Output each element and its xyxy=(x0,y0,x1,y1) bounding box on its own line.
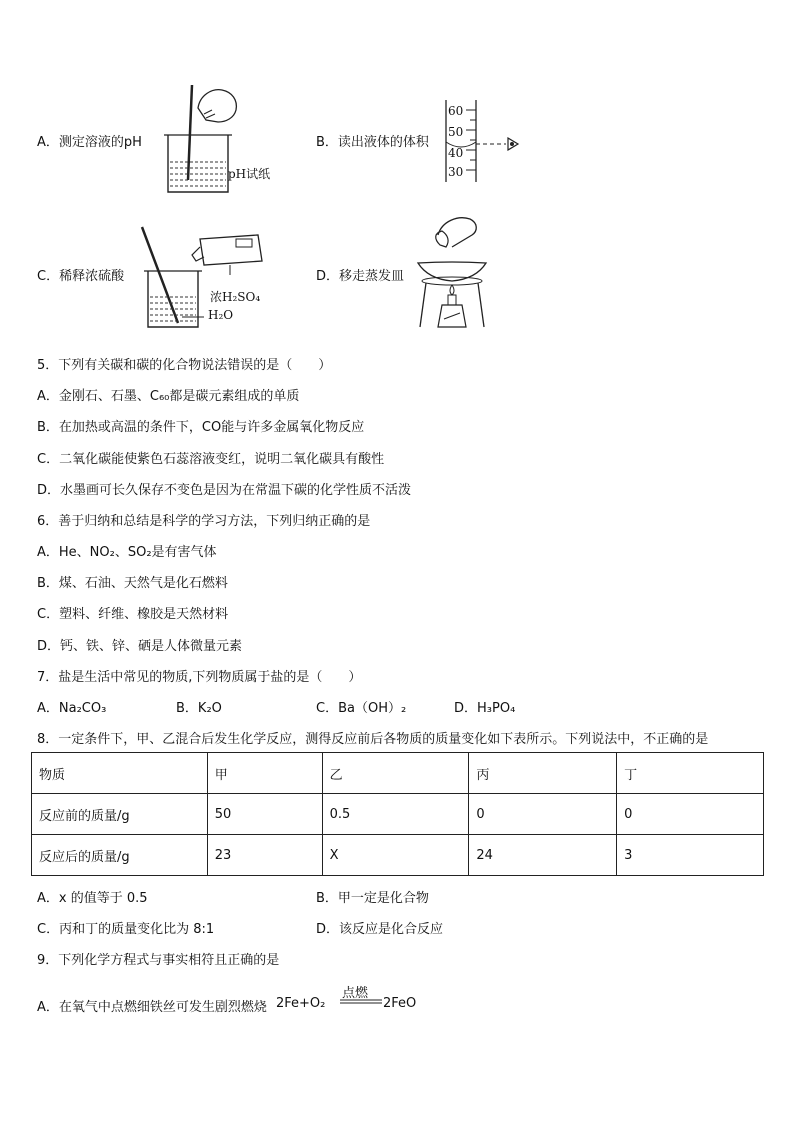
q4-option-d: D．移走蒸发皿 xyxy=(316,269,405,284)
q6-option-c: C．塑料、纤维、橡胶是天然材料 xyxy=(37,607,229,622)
q8-stem: 8．一定条件下，甲、乙混合后发生化学反应，测得反应前后各物质的质量变化如下表所示。下列说法中，不正确的是 xyxy=(37,732,709,747)
tick-40: 40 xyxy=(448,146,464,160)
tick-30: 30 xyxy=(448,165,464,179)
q9-stem: 9．下列化学方程式与事实相符且正确的是 xyxy=(37,953,280,968)
q4-option-b: B．读出液体的体积 xyxy=(316,135,429,150)
table-cell: 0 xyxy=(617,794,764,835)
q8-mass-table xyxy=(31,752,764,876)
figure-ph-test xyxy=(160,80,280,200)
q8-option-a: A．x 的值等于 0.5 xyxy=(37,891,148,906)
q6-stem: 6．善于归纳和总结是科学的学习方法，下列归纳正确的是 xyxy=(37,514,371,529)
q8-option-b: B．甲一定是化合物 xyxy=(316,891,429,906)
table-row xyxy=(32,835,764,876)
q8-option-d: D．该反应是化合反应 xyxy=(316,922,444,937)
table-row xyxy=(32,794,764,835)
table-cell: 乙 xyxy=(322,753,469,794)
table-cell: 3 xyxy=(617,835,764,876)
tick-60: 60 xyxy=(448,104,464,118)
q5-stem: 5．下列有关碳和碳的化合物说法错误的是（ ） xyxy=(37,358,332,373)
q9-equation-right: 2FeO xyxy=(383,996,417,1011)
conc-acid-label: 浓H₂SO₄ xyxy=(210,290,261,304)
table-cell: 50 xyxy=(207,794,322,835)
table-cell: 24 xyxy=(469,835,617,876)
q5-option-d: D．水墨画可长久保存不变色是因为在常温下碳的化学性质不活泼 xyxy=(37,483,412,498)
q7-stem: 7．盐是生活中常见的物质,下列物质属于盐的是（ ） xyxy=(37,670,362,685)
table-cell: 丙 xyxy=(469,753,617,794)
q6-option-d: D．钙、铁、锌、硒是人体微量元素 xyxy=(37,639,243,654)
q6-option-a: A．He、NO₂、SO₂是有害气体 xyxy=(37,545,217,560)
q8-option-c: C．丙和丁的质量变化比为 8:1 xyxy=(37,922,215,937)
ph-paper-label: pH试纸 xyxy=(228,167,271,181)
q7-option-d: D．H₃PO₄ xyxy=(454,701,516,716)
q6-option-b: B．煤、石油、天然气是化石燃料 xyxy=(37,576,228,591)
table-cell: 甲 xyxy=(207,753,322,794)
table-cell: 0.5 xyxy=(322,794,469,835)
q5-option-b: B．在加热或高温的条件下，CO能与许多金属氧化物反应 xyxy=(37,420,365,435)
tick-50: 50 xyxy=(448,125,464,139)
table-cell: 23 xyxy=(207,835,322,876)
table-cell: 0 xyxy=(469,794,617,835)
table-row xyxy=(32,753,764,794)
reaction-arrow-line xyxy=(340,999,382,1005)
q5-option-c: C．二氧化碳能使紫色石蕊溶液变红，说明二氧化碳具有酸性 xyxy=(37,452,385,467)
table-cell: 反应后的质量/g xyxy=(32,835,208,876)
table-cell: 丁 xyxy=(617,753,764,794)
table-cell: 反应前的质量/g xyxy=(32,794,208,835)
table-cell: X xyxy=(322,835,469,876)
table-cell: 物质 xyxy=(32,753,208,794)
q9-option-a-text: A．在氧气中点燃细铁丝可发生剧烈燃烧 xyxy=(37,1000,267,1015)
figure-evaporating-dish xyxy=(412,215,502,335)
q7-option-b: B．K₂O xyxy=(176,701,222,716)
q7-option-c: C．Ba（OH）₂ xyxy=(316,701,407,716)
water-label: H₂O xyxy=(208,308,234,322)
q9-equation-left: 2Fe+O₂ xyxy=(276,996,326,1011)
q4-option-c: C．稀释浓硫酸 xyxy=(37,269,125,284)
q7-option-a: A．Na₂CO₃ xyxy=(37,701,107,716)
q4-option-a: A．测定溶液的pH xyxy=(37,135,142,150)
q9-reaction-condition: 点燃 xyxy=(342,986,369,1001)
q5-option-a: A．金刚石、石墨、C₆₀都是碳元素组成的单质 xyxy=(37,389,300,404)
